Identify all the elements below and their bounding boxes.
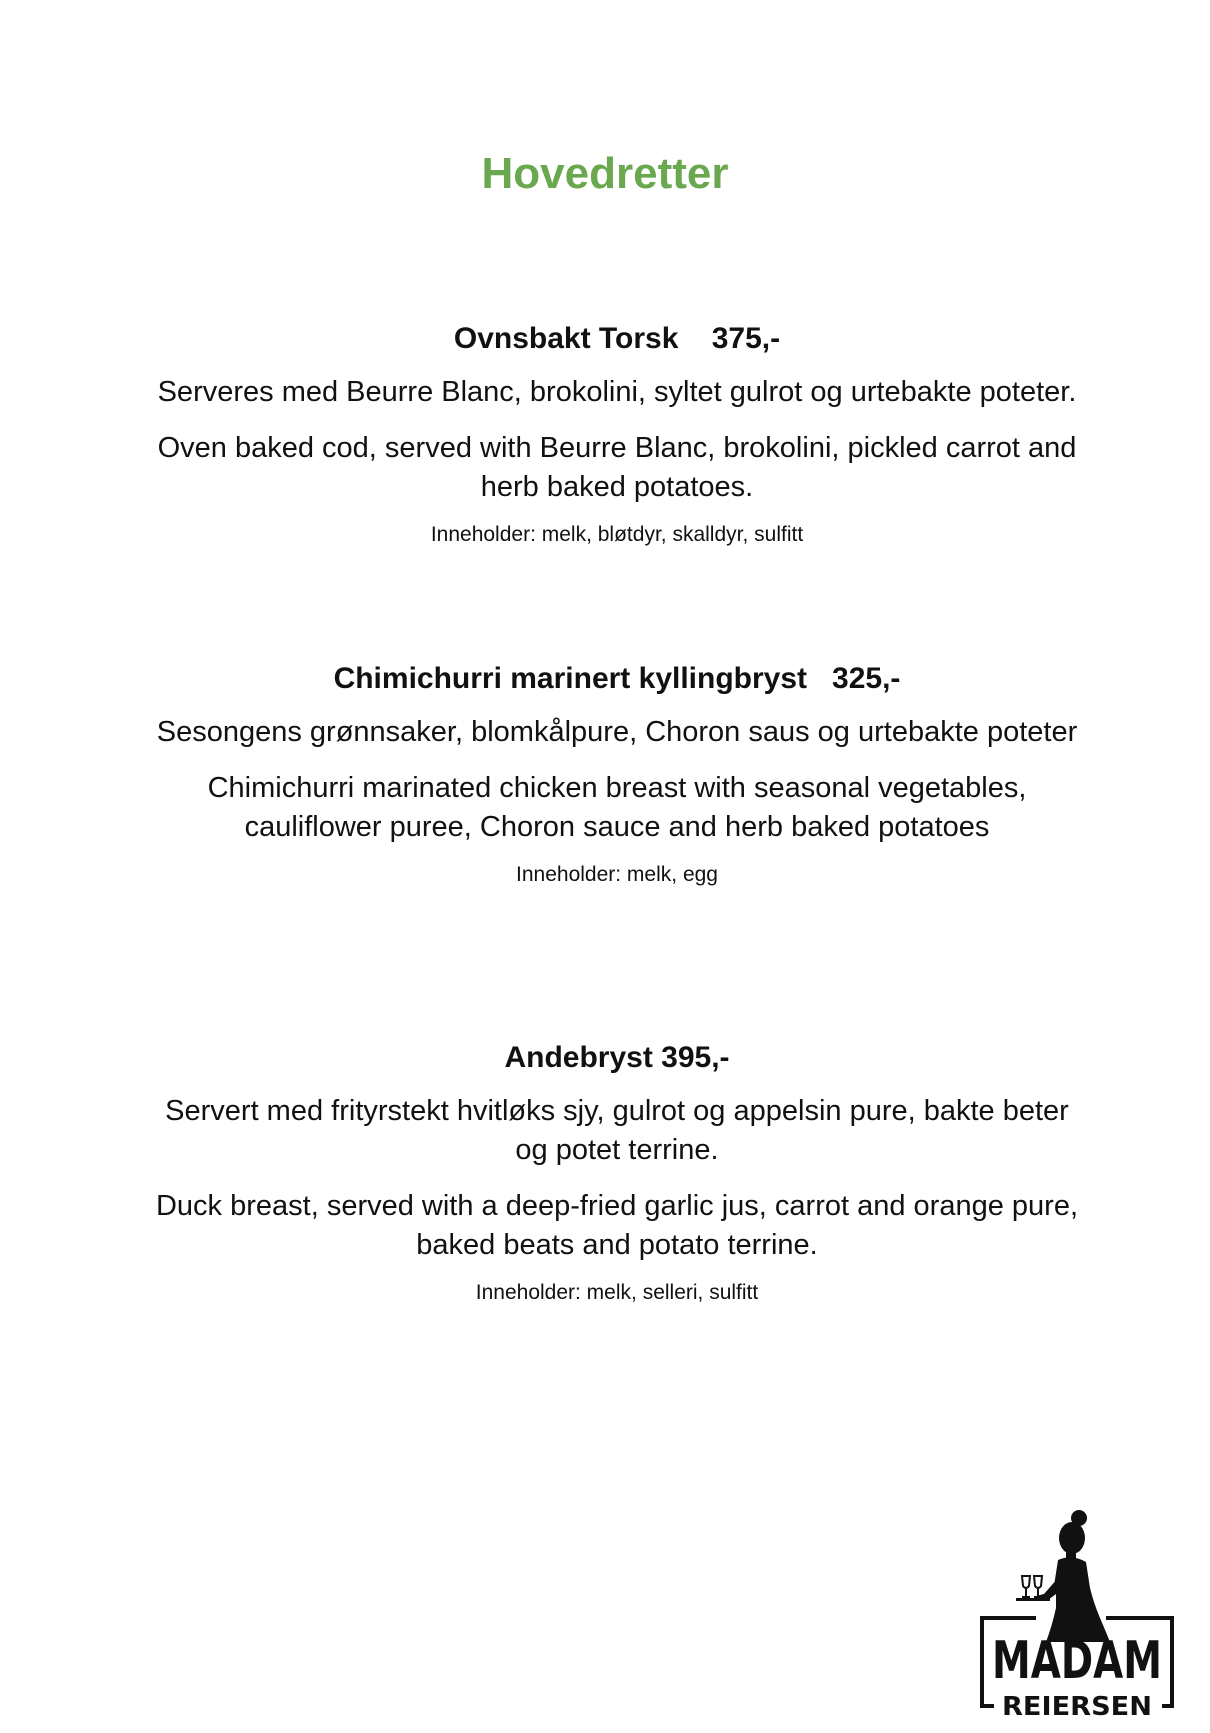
dish-heading <box>150 659 1084 699</box>
dish-allergens: Inneholder: melk, egg <box>516 863 718 886</box>
dish-price: 325,- <box>832 662 901 695</box>
menu-item-cod <box>150 319 1084 550</box>
dish-name: Ovnsbakt Torsk <box>453 322 679 355</box>
dish-description-norwegian: Serveres med Beurre Blanc, brokolini, syltet gulrot og urtebakte poteter. <box>157 376 1077 408</box>
dish-price: 375,- <box>711 322 781 355</box>
dish-description-norwegian: Sesongens grønnsaker, blomkålpure, Choron saus og urtebakte poteter <box>156 716 1078 748</box>
dish-name: Chimichurri marinert kyllingbryst <box>333 662 808 695</box>
dish-heading <box>150 319 1084 359</box>
dish-description-english: Oven baked cod, served with Beurre Blanc, brokolini, pickled carrot and herb baked potatoes. <box>157 432 1077 503</box>
logo-wordmark-madam: MADAM <box>992 1631 1162 1691</box>
dish-allergens: Inneholder: melk, selleri, sulfitt <box>475 1281 759 1304</box>
menu-item-chicken <box>150 659 1084 890</box>
dish-description-english: Chimichurri marinated chicken breast with seasonal vegetables, cauliflower puree, Choron sauce and herb baked potatoes <box>207 772 1027 843</box>
madam-reiersen-logo <box>976 1508 1176 1728</box>
menu-item-duck <box>150 1038 1084 1308</box>
dish-description-english: Duck breast, served with a deep-fried garlic jus, carrot and orange pure, baked beats and potato terrine. <box>155 1190 1079 1261</box>
page-title: Hovedretter <box>481 149 729 198</box>
logo-wordmark-reiersen: REIERSEN <box>1002 1692 1152 1722</box>
waitress-silhouette-icon <box>976 1508 1176 1728</box>
dish-allergens: Inneholder: melk, bløtdyr, skalldyr, sulfitt <box>430 523 804 546</box>
dish-name: Andebryst <box>504 1041 653 1074</box>
dish-price: 395,- <box>661 1041 730 1074</box>
dish-heading <box>150 1038 1084 1078</box>
dish-description-norwegian: Servert med frityrstekt hvitløks sjy, gulrot og appelsin pure, bakte beter og potet terrine. <box>165 1095 1069 1166</box>
